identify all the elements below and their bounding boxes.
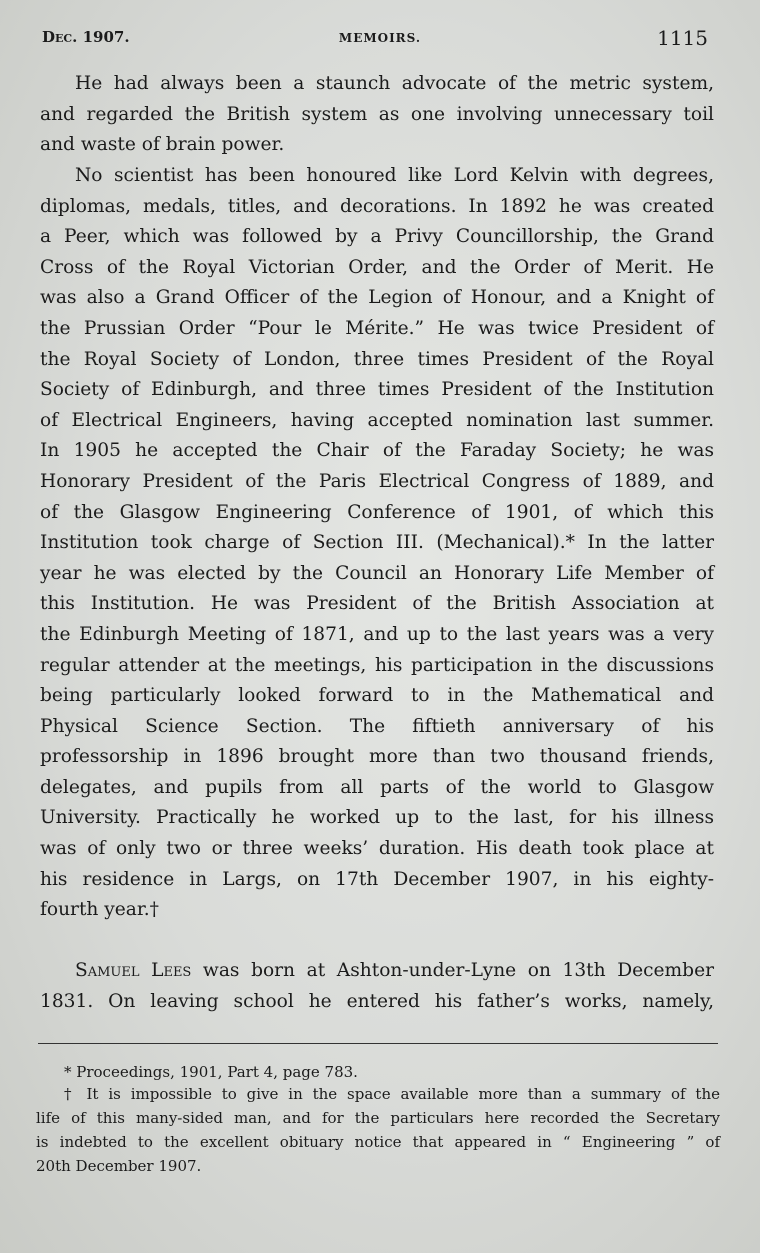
footnote-line: life of this many-sided man, and for the particulars here recorded the Secretary bbox=[36, 1109, 720, 1127]
text-line: No scientist has been honoured like Lord Kelvin with degrees, bbox=[75, 165, 714, 186]
text-line: 1831. On leaving school he entered his father’s works, namely, bbox=[40, 990, 714, 1012]
footnote-asterisk bbox=[36, 1060, 720, 1084]
running-head-title: MEMOIRS. bbox=[338, 31, 422, 45]
text-line: Honorary President of the Paris Electrical Congress of 1889, and bbox=[40, 470, 714, 492]
text-line: and waste of brain power. bbox=[40, 134, 285, 156]
text-line: In 1905 he accepted the Chair of the Faraday Society; he was bbox=[40, 440, 714, 462]
text-line: diplomas, medals, titles, and decorations. In 1892 he was created bbox=[40, 195, 714, 217]
text-line: University. Practically he worked up to the last, for his illness bbox=[40, 807, 714, 829]
text-line: professorship in 1896 brought more than two thousand friends, bbox=[40, 746, 714, 768]
text-line: the Prussian Order “Pour le Mérite.” He was twice President of bbox=[40, 317, 714, 339]
text-line: regular attender at the meetings, his participation in the discussions bbox=[40, 654, 714, 676]
text-line: Cross of the Royal Victorian Order, and the Order of Merit. He bbox=[40, 256, 714, 278]
text-line: He had always been a staunch advocate of the metric system, bbox=[75, 73, 714, 94]
running-head-date: Dec. 1907. bbox=[42, 28, 130, 46]
person-name: Samuel Lees bbox=[75, 960, 192, 981]
text-line: delegates, and pupils from all parts of the world to Glasgow bbox=[40, 776, 714, 798]
paragraph-honours bbox=[40, 161, 714, 926]
text-line: of the Glasgow Engineering Conference of 1901, of which this bbox=[40, 501, 714, 523]
text-line: was of only two or three weeks’ duration. His death took place at bbox=[40, 838, 714, 860]
text-line: the Royal Society of London, three times President of the Royal bbox=[40, 348, 714, 370]
text-line: and regarded the British system as one involving unnecessary toil bbox=[40, 103, 714, 125]
text-line: year he was elected by the Council an Honorary Life Member of bbox=[40, 562, 714, 584]
text-line: the Edinburgh Meeting of 1871, and up to the last years was a very bbox=[40, 623, 714, 645]
text-line: Samuel Lees was born at Ashton-under-Lyne on 13th December bbox=[75, 960, 714, 981]
text-line: a Peer, which was followed by a Privy Councillorship, the Grand bbox=[40, 226, 714, 248]
text-line: this Institution. He was President of the British Association at bbox=[40, 593, 714, 615]
text-line: being particularly looked forward to in the Mathematical and bbox=[40, 685, 714, 707]
text-line: Physical Science Section. The fiftieth anniversary of his bbox=[40, 715, 714, 737]
paragraph-metric-system bbox=[40, 69, 714, 161]
footnote-line: 20th December 1907. bbox=[36, 1157, 202, 1175]
text-line: was also a Grand Officer of the Legion of Honour, and a Knight of bbox=[40, 287, 714, 309]
footnote-line: * Proceedings, 1901, Part 4, page 783. bbox=[64, 1063, 358, 1081]
footnote-line: † It is impossible to give in the space available more than a summary of the bbox=[64, 1085, 720, 1103]
text-line: Society of Edinburgh, and three times President of the Institution bbox=[40, 379, 714, 401]
footnote-dagger bbox=[36, 1082, 720, 1178]
footnote-line: is indebted to the excellent obituary notice that appeared in “ Engineering ” of bbox=[36, 1133, 720, 1151]
text-line: his residence in Largs, on 17th December 1907, in his eighty- bbox=[40, 868, 714, 890]
text-line: of Electrical Engineers, having accepted nomination last summer. bbox=[40, 409, 714, 431]
page-number: 1115 bbox=[657, 26, 708, 50]
text-line: Institution took charge of Section III. (Mechanical).* In the latter bbox=[40, 532, 714, 554]
footnote-rule bbox=[38, 1043, 718, 1044]
paragraph-samuel-lees bbox=[40, 956, 714, 1017]
text-line: fourth year.† bbox=[40, 899, 159, 921]
